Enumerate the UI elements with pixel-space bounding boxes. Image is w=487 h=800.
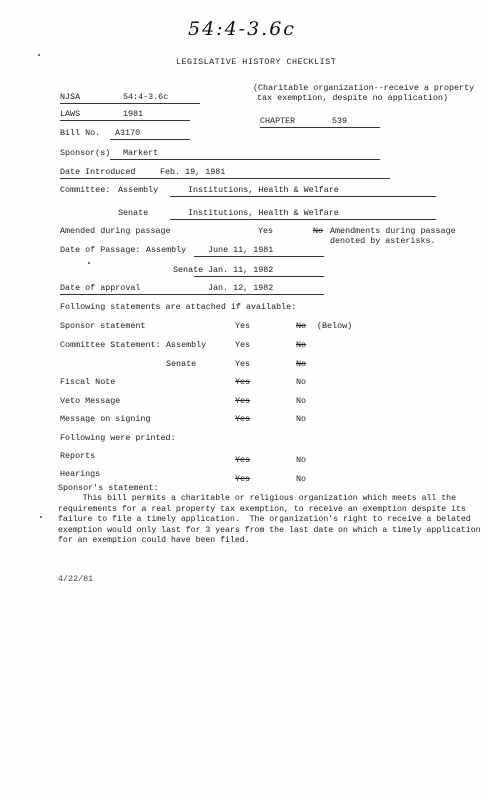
date-introduced-value: Feb. 19, 1981	[160, 167, 226, 177]
passage-assembly-rule	[194, 256, 324, 257]
passage-senate-label: Senate	[173, 265, 204, 275]
passage-senate-rule	[194, 276, 324, 277]
approval-label: Date of approval	[60, 283, 141, 293]
passage-assembly-value: June 11, 1981	[208, 245, 274, 255]
chapter-label: CHAPTER	[260, 116, 296, 126]
sponsor-rule	[110, 159, 380, 160]
committee-assembly-value: Institutions, Health & Welfare	[188, 185, 339, 195]
committee-assembly-rule	[170, 196, 436, 197]
sponsor-value: Markert	[123, 148, 159, 158]
date-introduced-label: Date Introduced	[60, 167, 136, 177]
scan-speck	[38, 54, 40, 56]
reports-no: No	[296, 455, 307, 465]
bill-value: A3170	[115, 128, 141, 138]
veto-yes-struck: Yes	[235, 396, 251, 406]
approval-value: Jan. 12, 1982	[208, 283, 274, 293]
committee-label: Committee:	[60, 185, 111, 195]
committee-statement-assembly-no-struck: No	[296, 340, 307, 350]
fiscal-note-label: Fiscal Note	[60, 377, 116, 387]
fiscal-note-no: No	[296, 377, 307, 387]
veto-label: Veto Message	[60, 396, 121, 406]
scan-speck	[40, 516, 42, 518]
hearings-no: No	[296, 474, 307, 484]
attached-heading: Following statements are attached if available:	[60, 302, 297, 312]
laws-label: LAWS	[60, 109, 81, 119]
committee-statement-assembly-label: Assembly	[166, 340, 207, 350]
njsa-rule	[60, 103, 200, 104]
sponsor-statement-no-struck: No	[296, 321, 307, 331]
veto-no: No	[296, 396, 307, 406]
chapter-value: 539	[332, 116, 348, 126]
printed-heading: Following were printed:	[60, 433, 176, 443]
committee-senate-label: Senate	[118, 208, 149, 218]
amended-note-line-1: Amendments during passage	[330, 226, 456, 236]
sponsor-statement-row-label: Sponsor statement	[60, 321, 146, 331]
committee-statement-senate-yes: Yes	[235, 359, 251, 369]
description-line-2: tax exemption, despite no application)	[257, 93, 448, 103]
fiscal-note-yes-struck: Yes	[235, 377, 251, 387]
sponsor-label: Sponsor(s)	[60, 148, 111, 158]
message-signing-label: Message on signing	[60, 414, 151, 424]
hearings-label: Hearings	[60, 469, 101, 479]
laws-value: 1981	[123, 109, 144, 119]
amended-yes: Yes	[258, 226, 274, 236]
chapter-rule	[260, 127, 380, 128]
passage-label: Date of Passage:	[60, 245, 141, 255]
reports-label: Reports	[60, 451, 96, 461]
njsa-value: 54:4-3.6c	[123, 92, 169, 102]
reports-yes-struck: Yes	[235, 455, 251, 465]
footer-code: 4/22/81	[58, 574, 94, 584]
njsa-label: NJSA	[60, 92, 81, 102]
handwritten-statute-number: 54:4-3.6c	[188, 18, 296, 40]
message-signing-no: No	[296, 414, 307, 424]
committee-statement-senate-no-struck: No	[296, 359, 307, 369]
date-introduced-rule	[60, 178, 390, 179]
committee-statement-label: Committee Statement:	[60, 340, 161, 350]
passage-senate-value: Jan. 11, 1982	[208, 265, 274, 275]
description-line-1: (Charitable organization--receive a property	[253, 83, 475, 93]
document-title: LEGISLATIVE HISTORY CHECKLIST	[176, 57, 337, 67]
bill-label: Bill No.	[60, 128, 101, 138]
amended-label: Amended during passage	[60, 226, 171, 236]
amended-note-line-2: denoted by asterisks.	[330, 236, 436, 246]
passage-assembly-label: Assembly	[146, 245, 187, 255]
sponsor-statement-note: (Below)	[317, 321, 353, 331]
sponsor-statement-yes: Yes	[235, 321, 251, 331]
scan-speck	[88, 262, 90, 264]
approval-rule	[60, 294, 324, 295]
committee-senate-value: Institutions, Health & Welfare	[188, 208, 339, 218]
committee-statement-assembly-yes: Yes	[235, 340, 251, 350]
sponsor-statement-text: This bill permits a charitable or religious organization which meets all the requirements for a real property tax exemption, to receive an exemption despite its failure to file a timely application. The organization's right to receive a belated exemption would only last for 3 years from the last date on which a timely application for an exemption could have been filed.	[58, 494, 481, 546]
committee-senate-rule	[170, 219, 436, 220]
laws-rule	[60, 120, 190, 121]
sponsor-statement-heading: Sponsor's statement:	[58, 483, 159, 493]
hearings-yes-struck: Yes	[235, 474, 251, 484]
amended-no-struck: No	[313, 226, 324, 236]
bill-rule	[110, 139, 190, 140]
committee-statement-senate-label: Senate	[166, 359, 197, 369]
message-signing-yes-struck: Yes	[235, 414, 251, 424]
committee-assembly-label: Assembly	[118, 185, 159, 195]
